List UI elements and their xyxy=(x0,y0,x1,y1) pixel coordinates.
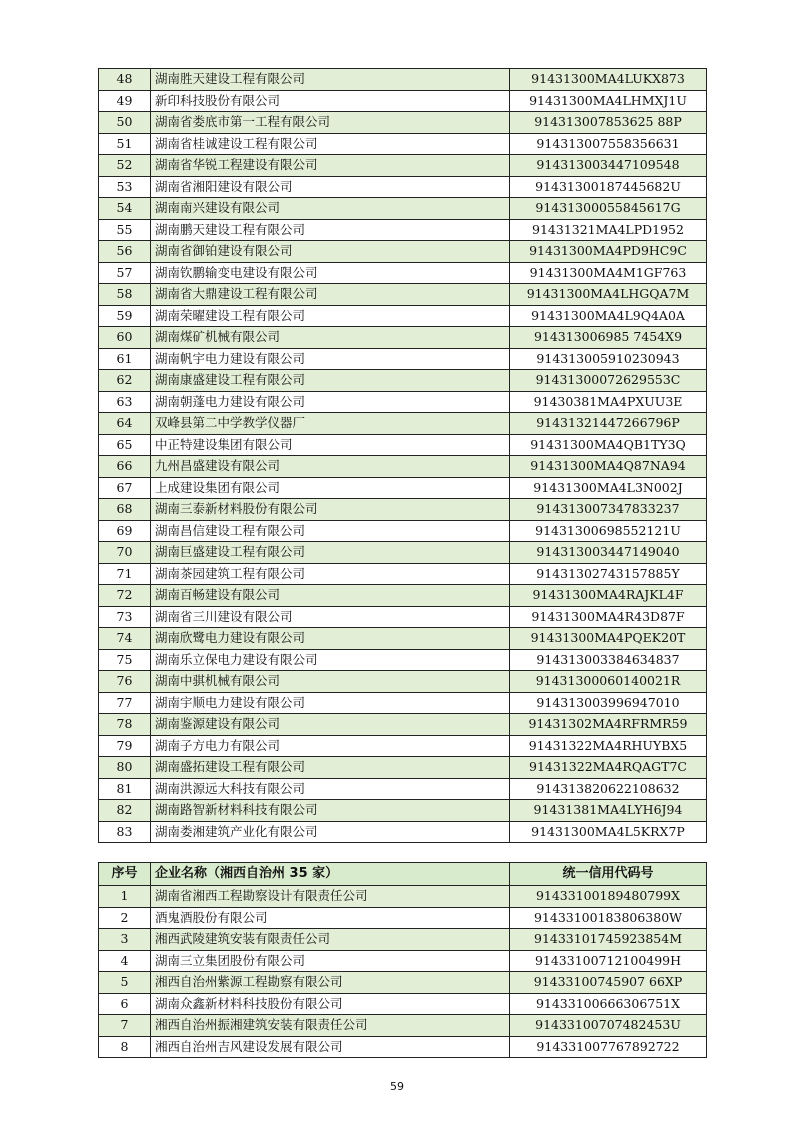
table-row xyxy=(99,757,707,779)
table-row xyxy=(99,542,707,564)
table-row xyxy=(99,155,707,177)
serial-number-cell: 5 xyxy=(99,972,151,994)
company-name-cell: 湖南省华锐工程建设有限公司 xyxy=(151,155,510,177)
credit-code-cell: 91431300MA4L5KRX7P xyxy=(510,821,707,843)
serial-number-cell: 67 xyxy=(99,477,151,499)
table-row xyxy=(99,628,707,650)
company-name-cell: 湖南南兴建设有限公司 xyxy=(151,198,510,220)
table-row xyxy=(99,585,707,607)
company-name-cell: 湖南三立集团股份有限公司 xyxy=(151,950,510,972)
serial-number-cell: 57 xyxy=(99,262,151,284)
company-name-cell: 湖南胜天建设工程有限公司 xyxy=(151,69,510,91)
table-row xyxy=(99,434,707,456)
company-name-cell: 湖南宇顺电力建设有限公司 xyxy=(151,692,510,714)
header-company-name: 企业名称（湘西自治州 35 家） xyxy=(151,863,510,886)
serial-number-cell: 49 xyxy=(99,90,151,112)
table-row xyxy=(99,972,707,994)
company-name-cell: 湖南荣曜建设工程有限公司 xyxy=(151,305,510,327)
serial-number-cell: 74 xyxy=(99,628,151,650)
header-serial-number: 序号 xyxy=(99,863,151,886)
company-table-loudi xyxy=(98,68,707,843)
serial-number-cell: 54 xyxy=(99,198,151,220)
company-name-cell: 湖南省大鼎建设工程有限公司 xyxy=(151,284,510,306)
serial-number-cell: 69 xyxy=(99,520,151,542)
company-name-cell: 湖南茶园建筑工程有限公司 xyxy=(151,563,510,585)
credit-code-cell: 91431300187445682U xyxy=(510,176,707,198)
company-name-cell: 上成建设集团有限公司 xyxy=(151,477,510,499)
credit-code-cell: 91431300MA4QB1TY3Q xyxy=(510,434,707,456)
serial-number-cell: 64 xyxy=(99,413,151,435)
serial-number-cell: 61 xyxy=(99,348,151,370)
table-row xyxy=(99,606,707,628)
table-row xyxy=(99,563,707,585)
table-row xyxy=(99,950,707,972)
serial-number-cell: 71 xyxy=(99,563,151,585)
serial-number-cell: 82 xyxy=(99,800,151,822)
credit-code-cell: 91431300698552121U xyxy=(510,520,707,542)
credit-code-cell: 91431300MA4Q87NA94 xyxy=(510,456,707,478)
table-row xyxy=(99,284,707,306)
company-name-cell: 湖南煤矿机械有限公司 xyxy=(151,327,510,349)
company-name-cell: 酒鬼酒股份有限公司 xyxy=(151,907,510,929)
table-row xyxy=(99,778,707,800)
table-row xyxy=(99,219,707,241)
credit-code-cell: 91431300072629553C xyxy=(510,370,707,392)
company-name-cell: 中正特建设集团有限公司 xyxy=(151,434,510,456)
page-number: 59 xyxy=(390,1080,404,1093)
serial-number-cell: 76 xyxy=(99,671,151,693)
serial-number-cell: 77 xyxy=(99,692,151,714)
company-name-cell: 湖南盛拓建设工程有限公司 xyxy=(151,757,510,779)
serial-number-cell: 50 xyxy=(99,112,151,134)
table-row xyxy=(99,391,707,413)
table-row xyxy=(99,649,707,671)
table-row xyxy=(99,456,707,478)
serial-number-cell: 7 xyxy=(99,1015,151,1037)
credit-code-cell: 914313003996947010 xyxy=(510,692,707,714)
company-name-cell: 湖南省湘西工程勘察设计有限责任公司 xyxy=(151,886,510,908)
credit-code-cell: 91433100712100499H xyxy=(510,950,707,972)
serial-number-cell: 56 xyxy=(99,241,151,263)
table-row xyxy=(99,133,707,155)
serial-number-cell: 59 xyxy=(99,305,151,327)
credit-code-cell: 91433100189480799X xyxy=(510,886,707,908)
serial-number-cell: 62 xyxy=(99,370,151,392)
credit-code-cell: 91431300MA4M1GF763 xyxy=(510,262,707,284)
serial-number-cell: 78 xyxy=(99,714,151,736)
company-name-cell: 湖南鹏天建设工程有限公司 xyxy=(151,219,510,241)
credit-code-cell: 91431300MA4L3N002J xyxy=(510,477,707,499)
serial-number-cell: 68 xyxy=(99,499,151,521)
table-row xyxy=(99,929,707,951)
company-name-cell: 湖南三泰新材料股份有限公司 xyxy=(151,499,510,521)
serial-number-cell: 66 xyxy=(99,456,151,478)
serial-number-cell: 70 xyxy=(99,542,151,564)
serial-number-cell: 1 xyxy=(99,886,151,908)
table-row xyxy=(99,477,707,499)
serial-number-cell: 83 xyxy=(99,821,151,843)
serial-number-cell: 75 xyxy=(99,649,151,671)
table-row xyxy=(99,413,707,435)
credit-code-cell: 914313003447109548 xyxy=(510,155,707,177)
credit-code-cell: 914313007347833237 xyxy=(510,499,707,521)
table-row xyxy=(99,348,707,370)
serial-number-cell: 73 xyxy=(99,606,151,628)
table-row xyxy=(99,821,707,843)
table-row xyxy=(99,1036,707,1058)
serial-number-cell: 80 xyxy=(99,757,151,779)
credit-code-cell: 91431322MA4RHUYBX5 xyxy=(510,735,707,757)
serial-number-cell: 48 xyxy=(99,69,151,91)
credit-code-cell: 91431300MA4LHGQA7M xyxy=(510,284,707,306)
table-row xyxy=(99,1015,707,1037)
credit-code-cell: 914313003447149040 xyxy=(510,542,707,564)
credit-code-cell: 91431300MA4R43D87F xyxy=(510,606,707,628)
company-name-cell: 湖南巨盛建设工程有限公司 xyxy=(151,542,510,564)
company-name-cell: 湘西自治州紫源工程勘察有限公司 xyxy=(151,972,510,994)
credit-code-cell: 91433101745923854M xyxy=(510,929,707,951)
credit-code-cell: 91431300MA4RAJKL4F xyxy=(510,585,707,607)
serial-number-cell: 51 xyxy=(99,133,151,155)
credit-code-cell: 914313005910230943 xyxy=(510,348,707,370)
credit-code-cell: 91431302MA4RFRMR59 xyxy=(510,714,707,736)
company-name-cell: 湖南朝蓬电力建设有限公司 xyxy=(151,391,510,413)
company-name-cell: 湖南省湘阳建设有限公司 xyxy=(151,176,510,198)
serial-number-cell: 58 xyxy=(99,284,151,306)
credit-code-cell: 914313007853625 88P xyxy=(510,112,707,134)
company-name-cell: 湖南欣鹭电力建设有限公司 xyxy=(151,628,510,650)
table-row xyxy=(99,714,707,736)
table-row xyxy=(99,671,707,693)
company-name-cell: 湖南乐立保电力建设有限公司 xyxy=(151,649,510,671)
table-row xyxy=(99,90,707,112)
serial-number-cell: 52 xyxy=(99,155,151,177)
company-name-cell: 湖南省三川建设有限公司 xyxy=(151,606,510,628)
table-row xyxy=(99,520,707,542)
company-name-cell: 湖南娄湘建筑产业化有限公司 xyxy=(151,821,510,843)
serial-number-cell: 4 xyxy=(99,950,151,972)
table-row xyxy=(99,993,707,1015)
company-name-cell: 湖南省御铂建设有限公司 xyxy=(151,241,510,263)
table-row xyxy=(99,176,707,198)
credit-code-cell: 91433100745907 66XP xyxy=(510,972,707,994)
company-name-cell: 湖南帆宇电力建设有限公司 xyxy=(151,348,510,370)
header-credit-code: 统一信用代码号 xyxy=(510,863,707,886)
serial-number-cell: 53 xyxy=(99,176,151,198)
company-name-cell: 湖南路智新材料科技有限公司 xyxy=(151,800,510,822)
table-row xyxy=(99,886,707,908)
serial-number-cell: 79 xyxy=(99,735,151,757)
company-name-cell: 湘西自治州吉风建设发展有限公司 xyxy=(151,1036,510,1058)
credit-code-cell: 914313006985 7454X9 xyxy=(510,327,707,349)
table-row xyxy=(99,907,707,929)
company-name-cell: 湖南百畅建设有限公司 xyxy=(151,585,510,607)
company-name-cell: 湘西自治州振湘建筑安装有限责任公司 xyxy=(151,1015,510,1037)
credit-code-cell: 91433100666306751X xyxy=(510,993,707,1015)
company-name-cell: 湖南省娄底市第一工程有限公司 xyxy=(151,112,510,134)
company-table-xiangxi xyxy=(98,862,707,1058)
credit-code-cell: 91431322MA4RQAGT7C xyxy=(510,757,707,779)
serial-number-cell: 65 xyxy=(99,434,151,456)
credit-code-cell: 914313003384634837 xyxy=(510,649,707,671)
company-name-cell: 湖南康盛建设工程有限公司 xyxy=(151,370,510,392)
company-name-cell: 九州昌盛建设有限公司 xyxy=(151,456,510,478)
table-row xyxy=(99,262,707,284)
table-row xyxy=(99,692,707,714)
credit-code-cell: 91431300MA4PD9HC9C xyxy=(510,241,707,263)
table-row xyxy=(99,327,707,349)
serial-number-cell: 72 xyxy=(99,585,151,607)
credit-code-cell: 91431300MA4LHMXJ1U xyxy=(510,90,707,112)
credit-code-cell: 91431300060140021R xyxy=(510,671,707,693)
table-header-row xyxy=(99,863,707,886)
credit-code-cell: 91431302743157885Y xyxy=(510,563,707,585)
credit-code-cell: 91431381MA4LYH6J94 xyxy=(510,800,707,822)
table-row xyxy=(99,198,707,220)
serial-number-cell: 55 xyxy=(99,219,151,241)
company-name-cell: 湘西武陵建筑安装有限责任公司 xyxy=(151,929,510,951)
table-row xyxy=(99,370,707,392)
table-row xyxy=(99,735,707,757)
company-name-cell: 双峰县第二中学教学仪器厂 xyxy=(151,413,510,435)
credit-code-cell: 91433100183806380W xyxy=(510,907,707,929)
credit-code-cell: 914313820622108632 xyxy=(510,778,707,800)
table-row xyxy=(99,499,707,521)
serial-number-cell: 6 xyxy=(99,993,151,1015)
serial-number-cell: 60 xyxy=(99,327,151,349)
credit-code-cell: 91431300MA4L9Q4A0A xyxy=(510,305,707,327)
credit-code-cell: 914331007767892722 xyxy=(510,1036,707,1058)
table-row xyxy=(99,305,707,327)
company-name-cell: 湖南昌信建设工程有限公司 xyxy=(151,520,510,542)
credit-code-cell: 91433100707482453U xyxy=(510,1015,707,1037)
serial-number-cell: 8 xyxy=(99,1036,151,1058)
company-name-cell: 湖南省桂诚建设工程有限公司 xyxy=(151,133,510,155)
credit-code-cell: 91430381MA4PXUU3E xyxy=(510,391,707,413)
company-name-cell: 湖南鉴源建设有限公司 xyxy=(151,714,510,736)
company-name-cell: 湖南中骐机械有限公司 xyxy=(151,671,510,693)
serial-number-cell: 81 xyxy=(99,778,151,800)
credit-code-cell: 914313007558356631 xyxy=(510,133,707,155)
serial-number-cell: 63 xyxy=(99,391,151,413)
credit-code-cell: 91431300055845617G xyxy=(510,198,707,220)
serial-number-cell: 2 xyxy=(99,907,151,929)
company-name-cell: 湖南众鑫新材料科技股份有限公司 xyxy=(151,993,510,1015)
table-row xyxy=(99,800,707,822)
credit-code-cell: 91431321MA4LPD1952 xyxy=(510,219,707,241)
credit-code-cell: 91431300MA4LUKX873 xyxy=(510,69,707,91)
company-name-cell: 湖南洪源远大科技有限公司 xyxy=(151,778,510,800)
serial-number-cell: 3 xyxy=(99,929,151,951)
table-row xyxy=(99,69,707,91)
company-name-cell: 湖南子方电力有限公司 xyxy=(151,735,510,757)
company-name-cell: 新印科技股份有限公司 xyxy=(151,90,510,112)
table-row xyxy=(99,241,707,263)
company-name-cell: 湖南钦鹏输变电建设有限公司 xyxy=(151,262,510,284)
credit-code-cell: 91431321447266796P xyxy=(510,413,707,435)
table-row xyxy=(99,112,707,134)
credit-code-cell: 91431300MA4PQEK20T xyxy=(510,628,707,650)
